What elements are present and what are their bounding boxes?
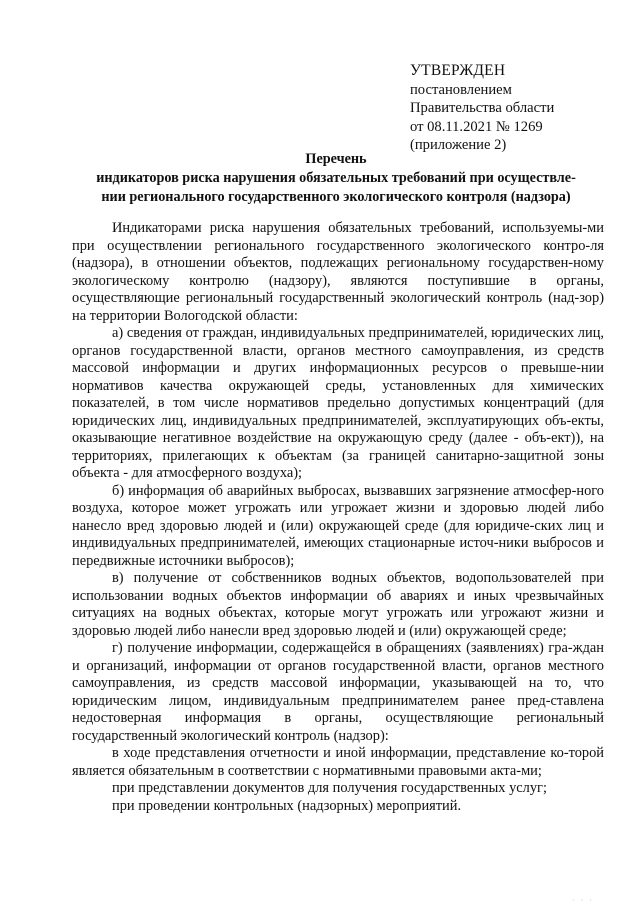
paragraph-b: б) информация об аварийных выбросах, вызвавших загрязнение атмосфер-ного воздуха, которое может угрожать или угрожает жизни и здоровью людей либо нанесло вред здоровью людей и (или) окружающей среде (для юридиче-ских лиц и индивидуальных предпринимателей, имеющих стационарные источ-ники выбросов и передвижные источники выбросов); — [72, 482, 604, 569]
scan-artifact: · · · — [572, 896, 594, 905]
approval-by: постановлением — [410, 82, 512, 98]
paragraph-v: в) получение от собственников водных объектов, водопользователей при использовании водных объектов информации об авариях и иных чрезвычайных ситуациях на водных объектах, которые могут угрожать или угрожают жизни и здоровью людей либо нанесли вред здоровью людей и (или) окружающей среде; — [72, 570, 604, 639]
title-line-2: индикаторов риска нарушения обязательных требований при осуществле- — [96, 169, 576, 186]
approval-heading: УТВЕРЖДЕН — [410, 62, 506, 79]
paragraph-services: при представлении документов для получения государственных услуг; — [112, 780, 547, 796]
paragraph-intro: Индикаторами риска нарушения обязательных требований, используемы-ми при осуществлении регионального государственного экологического контро-ля (надзора), в отношении объектов, подлежащих региональному государствен-ному экологическому контролю (надзору), являются поступившие в органы, осуществляющие региональный государственный экологический контроль (над-зор) на территории Вологодской области: — [72, 220, 604, 324]
approval-authority: Правительства области — [410, 100, 555, 117]
approval-date-number: от 08.11.2021 № 1269 — [410, 118, 543, 135]
paragraph-g: г) получение информации, содержащейся в обращениях (заявлениях) гра-ждан и организаций, информации от органов государственной власти, органов местного самоуправления, из средств массовой информации, указывающей на то, что юридическим лицом, индивидуальным предпринимателем ранее пред-ставлена недостоверная информация в органы, осуществляющие региональный государственный экологический контроль (надзор): — [72, 640, 604, 744]
paragraph-a: а) сведения от граждан, индивидуальных предпринимателей, юридических лиц, органов государственной власти, органов местного самоуправления, из средств массовой информации и других информационных ресурсов о превыше-нии нормативов качества окружающей среды, установленных для химических показателей, в том числе нормативов предельно допустимых концентраций (для юридических лиц, индивидуальных предпринимателей, эксплуатирующих объ-екты, оказывающие негативное воздействие на окружающую среду (далее - объ-ект)), на территориях, прилегающих к объектам (за границей санитарно-защитной зоны объекта - для атмосферного воздуха); — [72, 325, 604, 481]
title-line-3: нии регионального государственного экологического контроля (надзора) — [101, 188, 571, 205]
approval-appendix: (приложение 2) — [410, 137, 507, 154]
title-line-1: Перечень — [305, 151, 367, 167]
paragraph-inspections: при проведении контрольных (надзорных) мероприятий. — [112, 797, 462, 814]
document-title — [40, 150, 632, 206]
approval-stamp — [410, 60, 630, 155]
document-body — [72, 220, 604, 815]
paragraph-reporting: в ходе представления отчетности и иной информации, представление ко-торой является обязательным в соответствии с нормативными правовыми акта-ми; — [72, 745, 604, 779]
